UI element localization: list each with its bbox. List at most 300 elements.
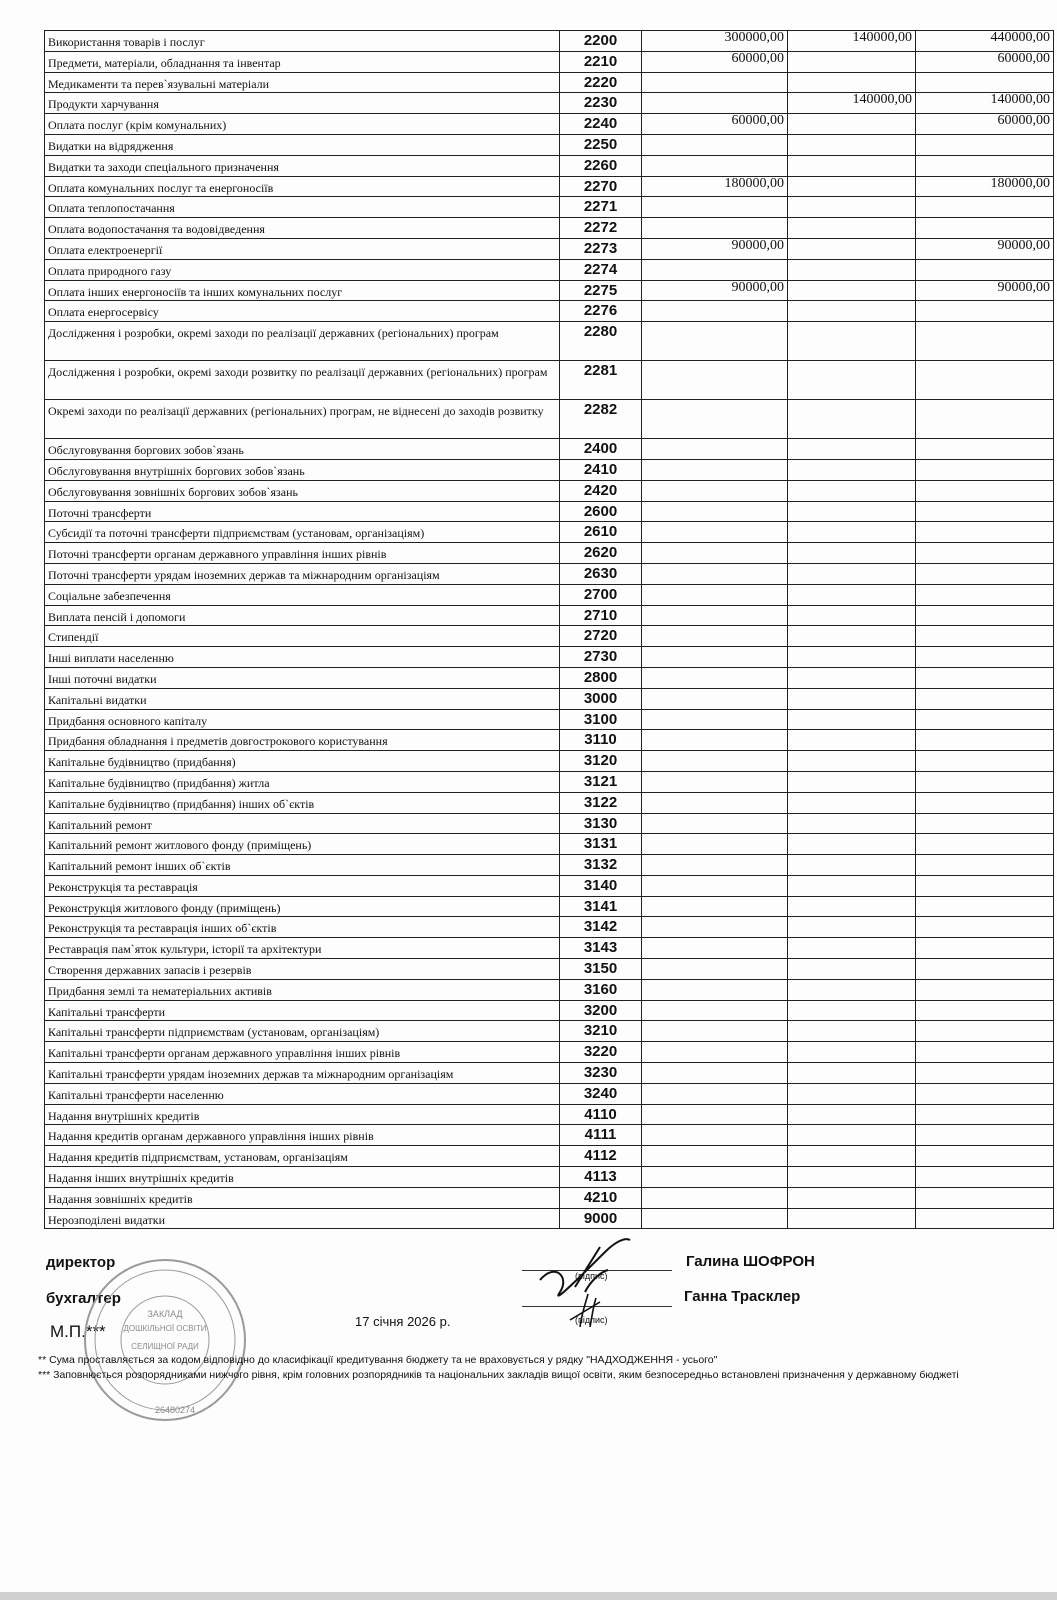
row-code: 2240 — [560, 114, 642, 135]
row-value-special — [788, 1063, 916, 1084]
table-row — [45, 543, 1054, 564]
table-row — [45, 155, 1054, 176]
row-name: Поточні трансферти урядам іноземних держав та міжнародним організаціям — [45, 563, 560, 584]
table-row — [45, 855, 1054, 876]
row-value-total — [916, 563, 1054, 584]
row-value-general — [642, 134, 788, 155]
row-value-special — [788, 709, 916, 730]
director-name: Галина ШОФРОН — [686, 1253, 815, 1270]
row-value-special — [788, 155, 916, 176]
row-code: 3210 — [560, 1021, 642, 1042]
row-value-general — [642, 1063, 788, 1084]
row-value-general — [642, 1000, 788, 1021]
row-name: Капітальний ремонт інших об`єктів — [45, 855, 560, 876]
row-value-total — [916, 400, 1054, 439]
row-value-general — [642, 1125, 788, 1146]
row-value-special — [788, 218, 916, 239]
row-value-total — [916, 1083, 1054, 1104]
table-row — [45, 280, 1054, 301]
row-value-general — [642, 584, 788, 605]
row-name: Капітальні трансферти урядам іноземних держав та міжнародним організаціям — [45, 1063, 560, 1084]
table-row — [45, 751, 1054, 772]
row-value-general — [642, 917, 788, 938]
row-name: Поточні трансферти органам державного управління інших рівнів — [45, 543, 560, 564]
row-name: Надання зовнішніх кредитів — [45, 1187, 560, 1208]
table-row — [45, 1000, 1054, 1021]
row-code: 2272 — [560, 218, 642, 239]
table-row — [45, 709, 1054, 730]
row-name: Реконструкція та реставрація — [45, 875, 560, 896]
row-name: Реконструкція та реставрація інших об`єктів — [45, 917, 560, 938]
row-code: 4113 — [560, 1167, 642, 1188]
row-code: 3131 — [560, 834, 642, 855]
table-row — [45, 1083, 1054, 1104]
row-name: Обслуговування зовнішніх боргових зобов`язань — [45, 480, 560, 501]
document-date: 17 січня 2026 р. — [355, 1314, 451, 1329]
table-row — [45, 979, 1054, 1000]
row-value-total — [916, 361, 1054, 400]
row-name: Капітальні трансферти населенню — [45, 1083, 560, 1104]
accountant-name: Ганна Трасклер — [684, 1288, 801, 1305]
row-name: Капітальне будівництво (придбання) — [45, 751, 560, 772]
table-row — [45, 480, 1054, 501]
table-row — [45, 501, 1054, 522]
row-value-special — [788, 543, 916, 564]
row-value-general — [642, 563, 788, 584]
row-value-special — [788, 1167, 916, 1188]
row-name: Оплата комунальних послуг та енергоносіїв — [45, 176, 560, 197]
row-value-total — [916, 896, 1054, 917]
row-value-general — [642, 1021, 788, 1042]
row-code: 4110 — [560, 1104, 642, 1125]
stamp-text-2: ДОШКІЛЬНОЇ ОСВІТИ — [123, 1324, 207, 1333]
row-value-general — [642, 439, 788, 460]
row-value-general: 90000,00 — [642, 280, 788, 301]
row-value-special — [788, 938, 916, 959]
row-code: 2620 — [560, 543, 642, 564]
row-value-general — [642, 1042, 788, 1063]
table-row — [45, 31, 1054, 52]
row-value-general — [642, 155, 788, 176]
row-name: Поточні трансферти — [45, 501, 560, 522]
row-value-total — [916, 1000, 1054, 1021]
row-value-general: 90000,00 — [642, 238, 788, 259]
table-row — [45, 626, 1054, 647]
row-value-total — [916, 459, 1054, 480]
row-value-total: 90000,00 — [916, 238, 1054, 259]
table-row — [45, 1104, 1054, 1125]
row-code: 2710 — [560, 605, 642, 626]
row-value-total: 90000,00 — [916, 280, 1054, 301]
row-value-total — [916, 1187, 1054, 1208]
row-value-special — [788, 522, 916, 543]
row-value-total — [916, 155, 1054, 176]
row-value-total — [916, 259, 1054, 280]
row-name: Обслуговування внутрішніх боргових зобов`язань — [45, 459, 560, 480]
row-name: Соціальне забезпечення — [45, 584, 560, 605]
row-value-general — [642, 400, 788, 439]
accountant-label: бухгалтер — [46, 1290, 121, 1307]
row-value-general — [642, 896, 788, 917]
table-row — [45, 647, 1054, 668]
row-value-special — [788, 259, 916, 280]
row-code: 2250 — [560, 134, 642, 155]
row-code: 2260 — [560, 155, 642, 176]
table-row — [45, 134, 1054, 155]
table-row — [45, 1063, 1054, 1084]
row-code: 2274 — [560, 259, 642, 280]
row-code: 3110 — [560, 730, 642, 751]
row-name: Субсидії та поточні трансферти підприємствам (установам, організаціям) — [45, 522, 560, 543]
row-name: Оплата теплопостачання — [45, 197, 560, 218]
row-value-general — [642, 959, 788, 980]
row-code: 3160 — [560, 979, 642, 1000]
row-value-general: 300000,00 — [642, 31, 788, 52]
row-name: Інші поточні видатки — [45, 667, 560, 688]
expenditure-table — [44, 30, 1054, 1229]
stamp-text-1: ЗАКЛАД — [147, 1309, 183, 1319]
row-value-general — [642, 301, 788, 322]
row-value-general — [642, 938, 788, 959]
table-row — [45, 813, 1054, 834]
table-row — [45, 771, 1054, 792]
row-code: 2220 — [560, 72, 642, 93]
row-value-total — [916, 1104, 1054, 1125]
row-value-general — [642, 1146, 788, 1167]
row-name: Оплата інших енергоносіїв та інших комунальних послуг — [45, 280, 560, 301]
row-value-total — [916, 218, 1054, 239]
row-value-total — [916, 584, 1054, 605]
row-name: Капітальні трансферти підприємствам (установам, організаціям) — [45, 1021, 560, 1042]
row-value-special — [788, 647, 916, 668]
row-value-special — [788, 459, 916, 480]
stamp-text-4: 26480274 — [154, 1405, 196, 1415]
table-row — [45, 834, 1054, 855]
table-row — [45, 730, 1054, 751]
row-code: 3150 — [560, 959, 642, 980]
row-name: Інші виплати населенню — [45, 647, 560, 668]
row-code: 2420 — [560, 480, 642, 501]
table-row — [45, 1187, 1054, 1208]
row-value-general — [642, 771, 788, 792]
row-code: 2275 — [560, 280, 642, 301]
table-row — [45, 875, 1054, 896]
stamp-place-label: М.П.*** — [50, 1322, 106, 1341]
row-value-special — [788, 238, 916, 259]
table-row — [45, 563, 1054, 584]
table-row — [45, 667, 1054, 688]
row-value-special — [788, 400, 916, 439]
row-name: Реставрація пам`яток культури, історії та архітектури — [45, 938, 560, 959]
row-value-special — [788, 626, 916, 647]
row-name: Використання товарів і послуг — [45, 31, 560, 52]
director-label: директор — [46, 1254, 116, 1271]
row-value-general — [642, 875, 788, 896]
row-value-general: 180000,00 — [642, 176, 788, 197]
row-value-total — [916, 72, 1054, 93]
row-value-general — [642, 543, 788, 564]
row-value-general — [642, 792, 788, 813]
row-value-general — [642, 1208, 788, 1229]
row-name: Оплата енергосервісу — [45, 301, 560, 322]
row-value-general — [642, 322, 788, 361]
row-name: Створення державних запасів і резервів — [45, 959, 560, 980]
row-value-special — [788, 667, 916, 688]
row-value-total — [916, 1042, 1054, 1063]
row-value-special — [788, 361, 916, 400]
table-row — [45, 439, 1054, 460]
signature-hint-director: (підпис) — [575, 1271, 608, 1281]
row-code: 2281 — [560, 361, 642, 400]
row-value-special — [788, 501, 916, 522]
row-value-total — [916, 709, 1054, 730]
row-name: Капітальні трансферти органам державного управління інших рівнів — [45, 1042, 560, 1063]
row-name: Придбання обладнання і предметів довгострокового користування — [45, 730, 560, 751]
row-value-total — [916, 1208, 1054, 1229]
row-name: Продукти харчування — [45, 93, 560, 114]
row-name: Капітальне будівництво (придбання) житла — [45, 771, 560, 792]
table-row — [45, 72, 1054, 93]
row-value-special — [788, 1083, 916, 1104]
table-row — [45, 792, 1054, 813]
row-value-general — [642, 1083, 788, 1104]
row-value-special — [788, 176, 916, 197]
director-signature-image — [530, 1232, 640, 1332]
row-value-special — [788, 114, 916, 135]
row-value-general — [642, 855, 788, 876]
row-value-special — [788, 1125, 916, 1146]
row-code: 2700 — [560, 584, 642, 605]
row-code: 3122 — [560, 792, 642, 813]
row-name: Надання інших внутрішніх кредитів — [45, 1167, 560, 1188]
row-value-general — [642, 197, 788, 218]
row-value-general — [642, 813, 788, 834]
row-value-special — [788, 1104, 916, 1125]
row-value-special — [788, 979, 916, 1000]
table-row — [45, 218, 1054, 239]
row-value-general — [642, 647, 788, 668]
row-name: Придбання основного капіталу — [45, 709, 560, 730]
row-name: Надання внутрішніх кредитів — [45, 1104, 560, 1125]
row-name: Видатки та заходи спеціального призначення — [45, 155, 560, 176]
row-value-total: 140000,00 — [916, 93, 1054, 114]
row-value-special — [788, 134, 916, 155]
row-name: Медикаменти та перев`язувальні матеріали — [45, 72, 560, 93]
row-value-total — [916, 959, 1054, 980]
table-row — [45, 1021, 1054, 1042]
row-code: 4111 — [560, 1125, 642, 1146]
row-value-special — [788, 1021, 916, 1042]
row-value-total — [916, 605, 1054, 626]
row-name: Капітальний ремонт житлового фонду (приміщень) — [45, 834, 560, 855]
row-value-total — [916, 1021, 1054, 1042]
row-value-special — [788, 834, 916, 855]
row-code: 3132 — [560, 855, 642, 876]
row-code: 2273 — [560, 238, 642, 259]
stamp-text-3: СЕЛИЩНОЇ РАДИ — [131, 1342, 199, 1351]
row-code: 2800 — [560, 667, 642, 688]
row-name: Оплата природного газу — [45, 259, 560, 280]
row-name: Оплата водопостачання та водовідведення — [45, 218, 560, 239]
row-value-general — [642, 751, 788, 772]
row-value-general — [642, 93, 788, 114]
row-code: 3121 — [560, 771, 642, 792]
table-row — [45, 176, 1054, 197]
row-code: 2400 — [560, 439, 642, 460]
row-value-total: 440000,00 — [916, 31, 1054, 52]
row-code: 2270 — [560, 176, 642, 197]
row-code: 3230 — [560, 1063, 642, 1084]
row-value-total — [916, 792, 1054, 813]
row-name: Дослідження і розробки, окремі заходи розвитку по реалізації державних (регіональних) програм — [45, 361, 560, 400]
table-row — [45, 522, 1054, 543]
row-value-special — [788, 439, 916, 460]
row-value-special — [788, 563, 916, 584]
row-value-total — [916, 1063, 1054, 1084]
row-value-general — [642, 1167, 788, 1188]
row-name: Реконструкція житлового фонду (приміщень) — [45, 896, 560, 917]
row-value-special — [788, 813, 916, 834]
row-code: 2720 — [560, 626, 642, 647]
row-code: 3100 — [560, 709, 642, 730]
row-value-general — [642, 730, 788, 751]
row-value-special — [788, 72, 916, 93]
table-row — [45, 688, 1054, 709]
table-row — [45, 917, 1054, 938]
row-value-total — [916, 1146, 1054, 1167]
row-code: 2210 — [560, 51, 642, 72]
row-value-special — [788, 280, 916, 301]
row-name: Виплата пенсій і допомоги — [45, 605, 560, 626]
row-value-general — [642, 626, 788, 647]
table-row — [45, 400, 1054, 439]
row-code: 2410 — [560, 459, 642, 480]
row-value-special — [788, 1000, 916, 1021]
row-code: 3141 — [560, 896, 642, 917]
row-value-special — [788, 875, 916, 896]
footnote-1: ** Сума проставляється за кодом відповідно до класифікації кредитування бюджету та не враховується у рядку "НАДХОДЖЕННЯ - усього" — [38, 1354, 718, 1366]
table-row — [45, 938, 1054, 959]
row-code: 3220 — [560, 1042, 642, 1063]
row-value-total — [916, 855, 1054, 876]
row-name: Окремі заходи по реалізації державних (регіональних) програм, не віднесені до заходів розвитку — [45, 400, 560, 439]
table-body — [45, 31, 1054, 1229]
row-code: 2610 — [560, 522, 642, 543]
row-value-special — [788, 51, 916, 72]
table-row — [45, 238, 1054, 259]
table-row — [45, 1125, 1054, 1146]
row-value-special — [788, 1146, 916, 1167]
table-row — [45, 896, 1054, 917]
table-row — [45, 361, 1054, 400]
row-name: Обслуговування боргових зобов`язань — [45, 439, 560, 460]
row-value-total — [916, 322, 1054, 361]
row-value-special — [788, 959, 916, 980]
row-code: 3143 — [560, 938, 642, 959]
row-name: Капітальний ремонт — [45, 813, 560, 834]
row-value-total — [916, 626, 1054, 647]
row-value-total — [916, 688, 1054, 709]
row-value-special — [788, 917, 916, 938]
row-value-general — [642, 501, 788, 522]
row-code: 3240 — [560, 1083, 642, 1104]
row-name: Капітальні трансферти — [45, 1000, 560, 1021]
table-row — [45, 459, 1054, 480]
row-value-total — [916, 667, 1054, 688]
row-value-special — [788, 751, 916, 772]
row-value-total — [916, 522, 1054, 543]
row-value-special — [788, 605, 916, 626]
row-value-special — [788, 896, 916, 917]
table-row — [45, 584, 1054, 605]
row-value-total — [916, 771, 1054, 792]
row-value-special — [788, 1208, 916, 1229]
table-row — [45, 51, 1054, 72]
row-value-total — [916, 979, 1054, 1000]
row-value-general — [642, 522, 788, 543]
signature-hint-accountant: (підпис) — [575, 1315, 608, 1325]
row-value-total — [916, 543, 1054, 564]
row-value-total: 60000,00 — [916, 114, 1054, 135]
row-value-special — [788, 688, 916, 709]
row-name: Предмети, матеріали, обладнання та інвентар — [45, 51, 560, 72]
row-value-total — [916, 813, 1054, 834]
table-row — [45, 1167, 1054, 1188]
table-row — [45, 1042, 1054, 1063]
row-value-general: 60000,00 — [642, 51, 788, 72]
row-value-total — [916, 301, 1054, 322]
row-value-total — [916, 938, 1054, 959]
row-name: Оплата електроенергії — [45, 238, 560, 259]
row-name: Видатки на відрядження — [45, 134, 560, 155]
row-value-special — [788, 730, 916, 751]
row-name: Дослідження і розробки, окремі заходи по реалізації державних (регіональних) програм — [45, 322, 560, 361]
table-row — [45, 605, 1054, 626]
row-name: Стипендії — [45, 626, 560, 647]
row-value-special — [788, 301, 916, 322]
row-code: 2730 — [560, 647, 642, 668]
row-value-general — [642, 218, 788, 239]
row-value-general — [642, 480, 788, 501]
row-value-special — [788, 322, 916, 361]
row-code: 2280 — [560, 322, 642, 361]
table-row — [45, 959, 1054, 980]
row-name: Капітальні видатки — [45, 688, 560, 709]
row-value-total — [916, 647, 1054, 668]
row-value-general — [642, 979, 788, 1000]
row-value-total — [916, 730, 1054, 751]
row-name: Надання кредитів підприємствам, установам, організаціям — [45, 1146, 560, 1167]
row-name: Оплата послуг (крім комунальних) — [45, 114, 560, 135]
row-value-special — [788, 480, 916, 501]
row-code: 4210 — [560, 1187, 642, 1208]
row-code: 2630 — [560, 563, 642, 584]
row-code: 2600 — [560, 501, 642, 522]
row-value-special — [788, 771, 916, 792]
row-code: 3130 — [560, 813, 642, 834]
row-code: 2282 — [560, 400, 642, 439]
table-row — [45, 93, 1054, 114]
row-value-general — [642, 1187, 788, 1208]
row-value-general — [642, 1104, 788, 1125]
row-value-total — [916, 917, 1054, 938]
row-code: 2276 — [560, 301, 642, 322]
row-value-special — [788, 855, 916, 876]
row-value-general — [642, 667, 788, 688]
table-row — [45, 301, 1054, 322]
row-value-total — [916, 134, 1054, 155]
row-name: Нерозподілені видатки — [45, 1208, 560, 1229]
